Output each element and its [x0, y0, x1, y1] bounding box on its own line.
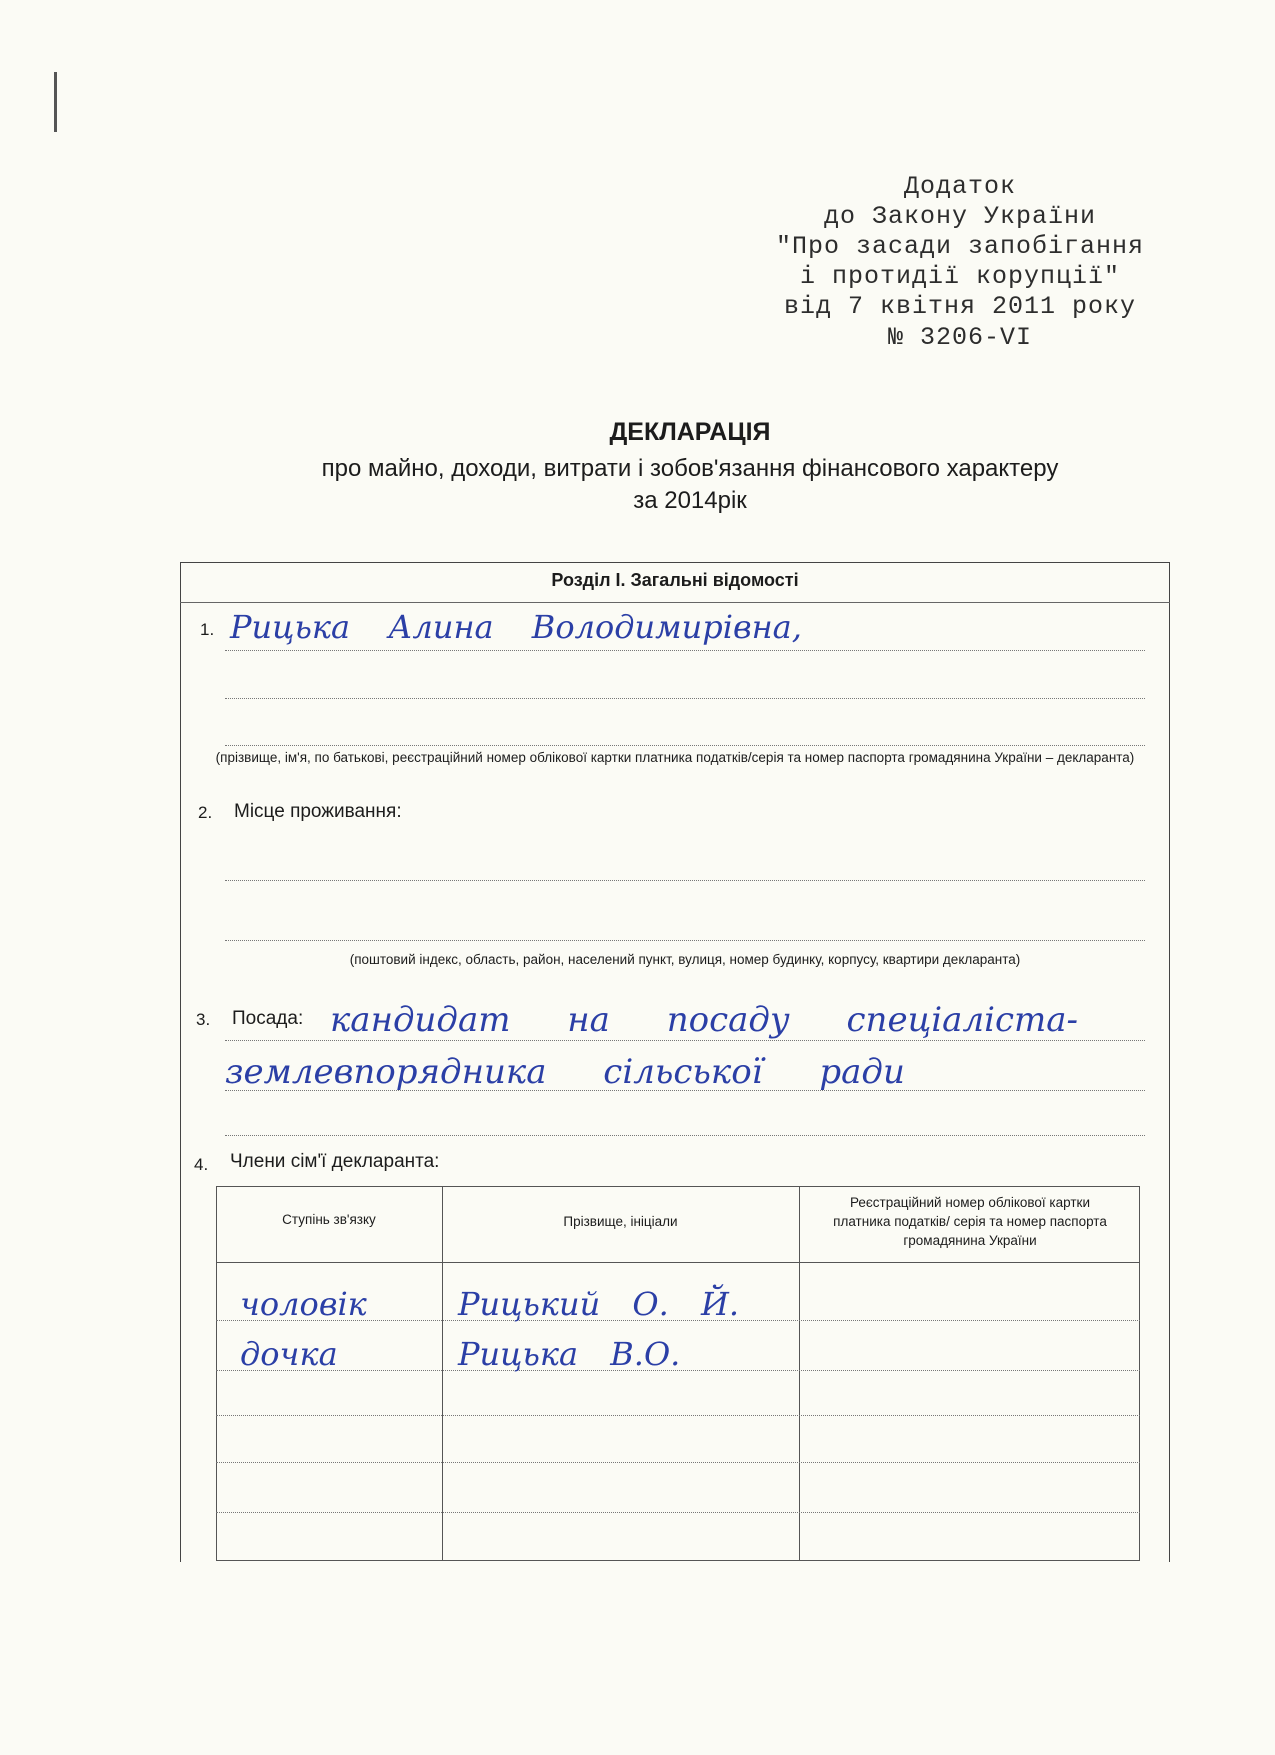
declarant-name-value: Рицька Алина Володимирівна, — [230, 608, 802, 646]
column-header-relation: Ступінь зв'язку — [282, 1212, 376, 1227]
family-label: Члени сім'ї декларанта: — [230, 1151, 440, 1172]
annex-block — [730, 172, 1190, 354]
year-value: 2014 — [664, 487, 718, 514]
item-1-line-3 — [225, 745, 1145, 746]
table-row-line-4 — [216, 1462, 1140, 1463]
declaration-year-line — [0, 487, 1275, 515]
family-relation-1: чоловік — [240, 1285, 367, 1323]
year-prefix: за — [633, 487, 658, 514]
item-2-number: 2. — [198, 803, 213, 822]
item-3-number: 3. — [196, 1010, 211, 1029]
position-value-line-1: кандидат на посаду спеціаліста- — [330, 1000, 1079, 1040]
item-2-line-2 — [225, 940, 1145, 941]
item-3-line-2 — [225, 1090, 1145, 1091]
item-2-caption: (поштовий індекс, область, район, населений пункт, вулиця, номер будинку, корпусу, квартири декларанта) — [349, 952, 1021, 967]
item-3-line-3 — [225, 1135, 1145, 1136]
annex-line-5: від 7 квітня 2011 року — [783, 292, 1137, 321]
residence-label: Місце проживання: — [234, 801, 402, 822]
family-name-1: Рицький О. Й. — [458, 1285, 740, 1323]
annex-line-6: № 3206-VI — [887, 323, 1033, 352]
annex-line-1: Додаток — [903, 172, 1017, 201]
table-col-divider-1 — [442, 1186, 443, 1561]
table-row-line-5 — [216, 1512, 1140, 1513]
year-suffix: рік — [717, 487, 747, 514]
item-4-number: 4. — [194, 1155, 209, 1174]
declaration-subtitle: про майно, доходи, витрати і зобов'язання фінансового характеру — [321, 455, 1059, 482]
item-1-caption: (прізвище, ім'я, по батькові, реєстраційний номер облікової картки платника податків/серія та номер паспорта громадянина України – декларанта) — [215, 750, 1135, 765]
item-1-line-1 — [225, 650, 1145, 651]
family-name-2: Рицька В.О. — [458, 1335, 681, 1373]
table-header-divider — [216, 1262, 1140, 1263]
annex-line-3: "Про засади запобігання — [775, 232, 1145, 261]
section-title-divider — [180, 602, 1170, 603]
table-col-divider-2 — [799, 1186, 800, 1561]
annex-line-2: до Закону України — [823, 202, 1097, 231]
column-header-name: Прізвище, ініціали — [563, 1214, 678, 1229]
position-value-line-2: землевпорядника сільської ради — [225, 1052, 905, 1092]
annex-line-4: і протидії корупції" — [799, 262, 1121, 291]
declaration-title: ДЕКЛАРАЦІЯ — [609, 418, 771, 446]
item-2-line-1 — [225, 880, 1145, 881]
scan-mark — [54, 72, 57, 132]
position-label: Посада: — [232, 1008, 304, 1029]
section-title: Розділ І. Загальні відомості — [551, 570, 799, 590]
table-row-line-3 — [216, 1415, 1140, 1416]
family-relation-2: дочка — [240, 1335, 338, 1373]
column-header-registration: Реєстраційний номер облікової картки платника податків/ серія та номер паспорта громадянина України — [833, 1195, 1107, 1248]
item-1-line-2 — [225, 698, 1145, 699]
item-3-line-1 — [225, 1040, 1145, 1041]
item-1-number: 1. — [200, 620, 215, 639]
